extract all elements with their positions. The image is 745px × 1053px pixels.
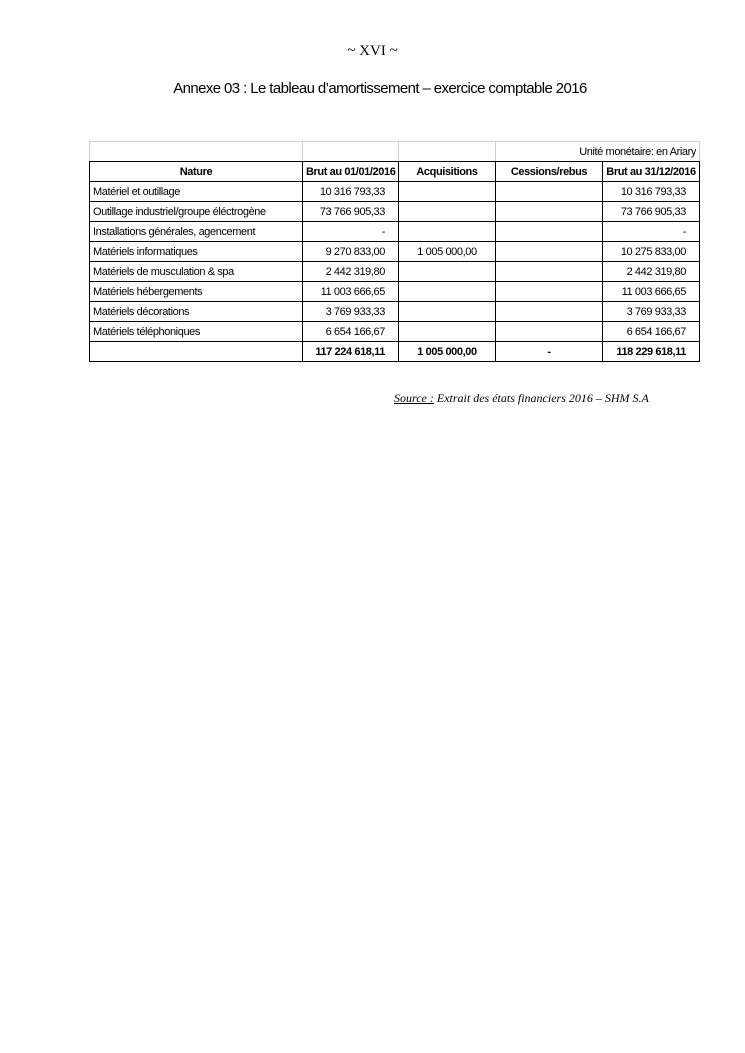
cell-brut-fin: 11 003 666,65 — [603, 282, 700, 302]
cell-acquisitions: 1 005 000,00 — [399, 242, 496, 262]
header-nature: Nature — [90, 162, 303, 182]
cell-brut-debut: 6 654 166,67 — [303, 322, 399, 342]
cell-brut-debut: 9 270 833,00 — [303, 242, 399, 262]
table-row — [90, 242, 700, 262]
cell-brut-fin: 3 769 933,33 — [603, 302, 700, 322]
cell-cessions — [496, 202, 603, 222]
total-brut-debut: 117 224 618,11 — [303, 342, 399, 362]
currency-unit-label: Unité monétaire: en Ariary — [496, 142, 700, 162]
cell-nature: Matériels décorations — [90, 302, 303, 322]
header-brut-debut: Brut au 01/01/2016 — [303, 162, 399, 182]
document-title: Annexe 03 : Le tableau d’amortissement – exercice comptable 2016 — [173, 80, 587, 97]
cell-cessions — [496, 242, 603, 262]
cell-brut-fin: 73 766 905,33 — [603, 202, 700, 222]
source-note — [394, 391, 649, 406]
table-row — [90, 302, 700, 322]
cell-brut-fin: 10 275 833,00 — [603, 242, 700, 262]
table-row — [90, 262, 700, 282]
cell-brut-debut: 73 766 905,33 — [303, 202, 399, 222]
cell-nature: Matériels de musculation & spa — [90, 262, 303, 282]
depreciation-table — [89, 141, 700, 362]
cell-cessions — [496, 302, 603, 322]
table-row — [90, 182, 700, 202]
page-number: ~ XVI ~ — [347, 43, 398, 59]
header-cessions: Cessions/rebus — [496, 162, 603, 182]
cell-brut-debut: 2 442 319,80 — [303, 262, 399, 282]
table-row — [90, 322, 700, 342]
cell-cessions — [496, 262, 603, 282]
cell-brut-fin: 10 316 793,33 — [603, 182, 700, 202]
table-row — [90, 222, 700, 242]
cell-acquisitions — [399, 222, 496, 242]
cell-nature: Matériels informatiques — [90, 242, 303, 262]
cell-brut-fin: 2 442 319,80 — [603, 262, 700, 282]
cell-brut-fin: - — [603, 222, 700, 242]
cell-cessions — [496, 222, 603, 242]
cell-nature: Matériels hébergements — [90, 282, 303, 302]
cell-acquisitions — [399, 262, 496, 282]
header-row — [90, 162, 700, 182]
total-cessions: - — [496, 342, 603, 362]
cell-brut-fin: 6 654 166,67 — [603, 322, 700, 342]
cell-brut-debut: 11 003 666,65 — [303, 282, 399, 302]
cell-acquisitions — [399, 302, 496, 322]
source-label: Source : — [394, 391, 434, 405]
cell-brut-debut: - — [303, 222, 399, 242]
total-row — [90, 342, 700, 362]
total-acquisitions: 1 005 000,00 — [399, 342, 496, 362]
cell-acquisitions — [399, 202, 496, 222]
cell-nature: Matériel et outillage — [90, 182, 303, 202]
header-brut-fin: Brut au 31/12/2016 — [603, 162, 700, 182]
cell-acquisitions — [399, 182, 496, 202]
total-brut-fin: 118 229 618,11 — [603, 342, 700, 362]
source-text: Extrait des états financiers 2016 – SHM S.A — [436, 391, 649, 405]
cell-cessions — [496, 182, 603, 202]
cell-acquisitions — [399, 322, 496, 342]
cell-nature: Installations générales, agencement — [90, 222, 303, 242]
header-acquisitions: Acquisitions — [399, 162, 496, 182]
cell-cessions — [496, 322, 603, 342]
cell-acquisitions — [399, 282, 496, 302]
table-row — [90, 282, 700, 302]
cell-nature: Matériels téléphoniques — [90, 322, 303, 342]
table-row — [90, 202, 700, 222]
cell-brut-debut: 10 316 793,33 — [303, 182, 399, 202]
total-label — [90, 342, 303, 362]
cell-brut-debut: 3 769 933,33 — [303, 302, 399, 322]
cell-cessions — [496, 282, 603, 302]
cell-nature: Outillage industriel/groupe éléctrogène — [90, 202, 303, 222]
unit-row — [90, 142, 700, 162]
